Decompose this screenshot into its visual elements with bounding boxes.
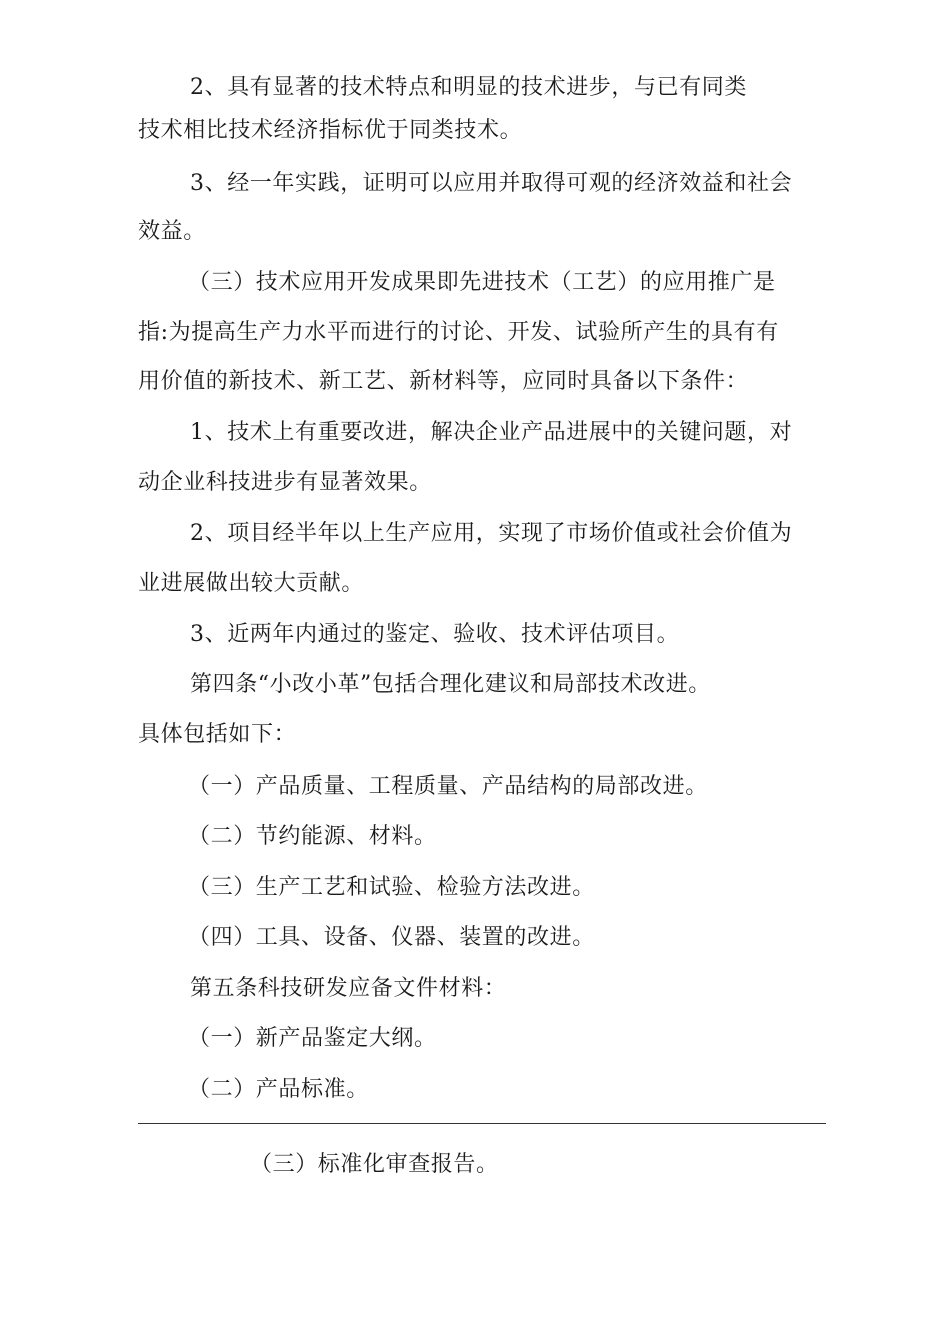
list-item: （三）标准化审查报告。 <box>250 1152 499 1177</box>
paragraph-line: 3、近两年内通过的鉴定、验收、技术评估项目。 <box>190 622 680 647</box>
paragraph-line: （三）技术应用开发成果即先进技术（工艺）的应用推广是 <box>188 270 776 295</box>
list-item: （三）生产工艺和试验、检验方法改进。 <box>188 875 595 900</box>
paragraph-line: 技术相比技术经济指标优于同类技术。 <box>138 118 523 143</box>
paragraph-line: 用价值的新技术、新工艺、新材料等，应同时具备以下条件： <box>138 369 749 394</box>
paragraph-line: 第四条“小改小革”包括合理化建议和局部技术改进。 <box>190 672 711 697</box>
list-item: （二）产品标准。 <box>188 1077 369 1102</box>
paragraph-line: 具体包括如下： <box>138 722 297 747</box>
paragraph-line: 3、经一年实践，证明可以应用并取得可观的经济效益和社会 <box>190 171 793 196</box>
paragraph-line: 效益。 <box>138 219 206 244</box>
list-item: （一）新产品鉴定大纲。 <box>188 1026 437 1051</box>
paragraph-line: 指:为提高生产力水平而进行的讨论、开发、试验所产生的具有有 <box>138 320 779 345</box>
paragraph-line: 第五条科技研发应备文件材料： <box>190 976 507 1001</box>
paragraph-line: 1、技术上有重要改进，解决企业产品进展中的关键问题，对 <box>190 420 793 445</box>
paragraph-line: 2、项目经半年以上生产应用，实现了市场价值或社会价值为 <box>190 521 793 546</box>
paragraph-line: 动企业科技进步有显著效果。 <box>138 470 432 495</box>
paragraph-line: 2、具有显著的技术特点和明显的技术进步，与已有同类 <box>190 75 747 100</box>
list-item: （一）产品质量、工程质量、产品结构的局部改进。 <box>188 774 708 799</box>
list-item: （四）工具、设备、仪器、装置的改进。 <box>188 925 595 950</box>
paragraph-line: 业进展做出较大贡献。 <box>138 571 365 596</box>
page-divider <box>138 1123 826 1124</box>
list-item: （二）节约能源、材料。 <box>188 824 437 849</box>
